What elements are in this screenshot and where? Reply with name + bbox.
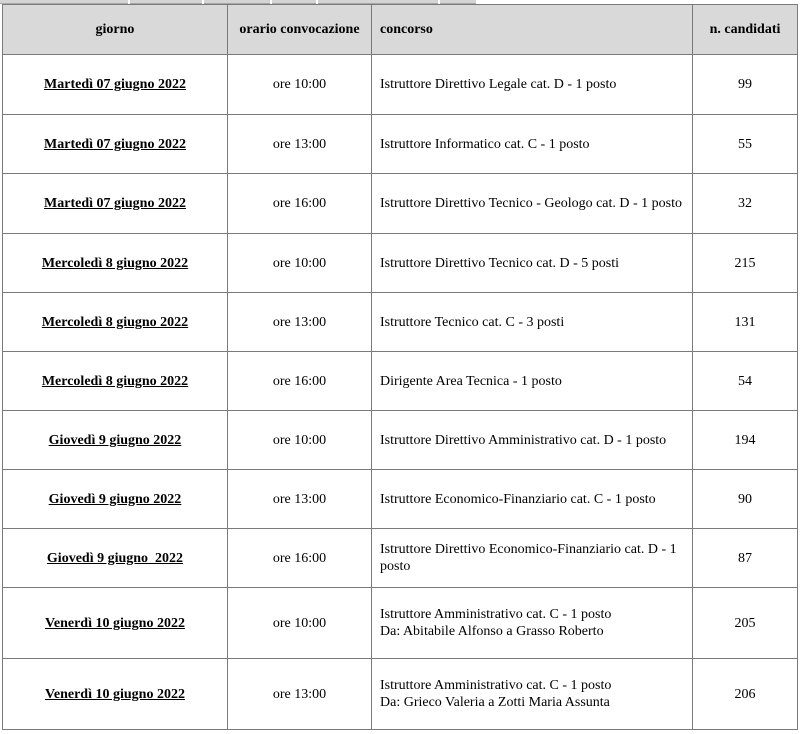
header-orario: orario convocazione xyxy=(228,5,372,55)
cell-candidati: 55 xyxy=(693,115,798,174)
table-row xyxy=(3,659,798,730)
cell-candidati: 131 xyxy=(693,293,798,352)
cell-candidati: 99 xyxy=(693,55,798,115)
cell-concorso xyxy=(372,293,693,352)
cell-candidati: 90 xyxy=(693,470,798,529)
concorso-line: Istruttore Informatico cat. C - 1 posto xyxy=(380,136,590,152)
concorso-line: Da: Abitabile Alfonso a Grasso Roberto xyxy=(380,624,604,639)
cell-concorso xyxy=(372,411,693,470)
concorso-line: Istruttore Direttivo Economico-Finanziario cat. D - 1 posto xyxy=(380,542,677,574)
cell-orario: ore 10:00 xyxy=(228,55,372,115)
cell-candidati: 215 xyxy=(693,234,798,293)
header-candidati: n. candidati xyxy=(693,5,798,55)
cell-concorso xyxy=(372,659,693,730)
cell-orario: ore 16:00 xyxy=(228,352,372,411)
table-row xyxy=(3,529,798,588)
cell-giorno: Venerdì 10 giugno 2022 xyxy=(3,659,228,730)
table-row xyxy=(3,411,798,470)
cell-orario: ore 13:00 xyxy=(228,659,372,730)
table-row xyxy=(3,115,798,174)
table-row xyxy=(3,293,798,352)
cell-orario: ore 10:00 xyxy=(228,588,372,659)
cell-giorno: Giovedì 9 giugno 2022 xyxy=(3,411,228,470)
table-body xyxy=(3,55,798,730)
header-concorso: concorso xyxy=(372,5,693,55)
cell-concorso xyxy=(372,115,693,174)
cell-orario: ore 10:00 xyxy=(228,411,372,470)
cell-concorso xyxy=(372,588,693,659)
cell-candidati: 32 xyxy=(693,174,798,234)
concorso-line: Istruttore Economico-Finanziario cat. C - 1 posto xyxy=(380,491,656,507)
cell-candidati: 205 xyxy=(693,588,798,659)
cell-giorno: Giovedì 9 giugno 2022 xyxy=(3,470,228,529)
cell-concorso xyxy=(372,470,693,529)
cell-candidati: 87 xyxy=(693,529,798,588)
table-row xyxy=(3,470,798,529)
cell-concorso xyxy=(372,174,693,234)
table-row xyxy=(3,55,798,115)
table-header-row xyxy=(3,5,798,55)
cell-giorno: Martedì 07 giugno 2022 xyxy=(3,55,228,115)
concorso-line: Da: Grieco Valeria a Zotti Maria Assunta xyxy=(380,695,610,710)
cell-orario: ore 16:00 xyxy=(228,174,372,234)
concorso-line: Dirigente Area Tecnica - 1 posto xyxy=(380,373,562,389)
concorso-line: Istruttore Amministrativo cat. C - 1 posto xyxy=(380,607,612,622)
concorso-line: Istruttore Tecnico cat. C - 3 posti xyxy=(380,314,565,330)
cell-giorno: Mercoledì 8 giugno 2022 xyxy=(3,293,228,352)
table-row xyxy=(3,588,798,659)
cell-giorno: Martedì 07 giugno 2022 xyxy=(3,115,228,174)
cell-orario: ore 13:00 xyxy=(228,470,372,529)
concorso-line: Istruttore Direttivo Legale cat. D - 1 posto xyxy=(380,77,617,92)
table-row xyxy=(3,174,798,234)
cell-candidati: 54 xyxy=(693,352,798,411)
cell-candidati: 206 xyxy=(693,659,798,730)
cell-concorso xyxy=(372,352,693,411)
header-giorno: giorno xyxy=(3,5,228,55)
cell-giorno: Martedì 07 giugno 2022 xyxy=(3,174,228,234)
cell-concorso xyxy=(372,55,693,115)
cell-orario: ore 13:00 xyxy=(228,293,372,352)
cell-giorno: Giovedì 9 giugno 2022 xyxy=(3,529,228,588)
cell-orario: ore 13:00 xyxy=(228,115,372,174)
schedule-table xyxy=(2,4,798,730)
concorso-line: Istruttore Direttivo Tecnico cat. D - 5 posti xyxy=(380,255,620,271)
cell-giorno: Mercoledì 8 giugno 2022 xyxy=(3,352,228,411)
cell-concorso xyxy=(372,234,693,293)
concorso-line: Istruttore Direttivo Amministrativo cat. D - 1 posto xyxy=(380,432,667,448)
concorso-line: Istruttore Amministrativo cat. C - 1 posto xyxy=(380,678,612,693)
cell-concorso xyxy=(372,529,693,588)
cell-orario: ore 10:00 xyxy=(228,234,372,293)
table-row xyxy=(3,234,798,293)
cell-giorno: Venerdì 10 giugno 2022 xyxy=(3,588,228,659)
cell-giorno: Mercoledì 8 giugno 2022 xyxy=(3,234,228,293)
cell-orario: ore 16:00 xyxy=(228,529,372,588)
table-row xyxy=(3,352,798,411)
cell-candidati: 194 xyxy=(693,411,798,470)
concorso-line: Istruttore Direttivo Tecnico - Geologo cat. D - 1 posto xyxy=(380,196,683,211)
